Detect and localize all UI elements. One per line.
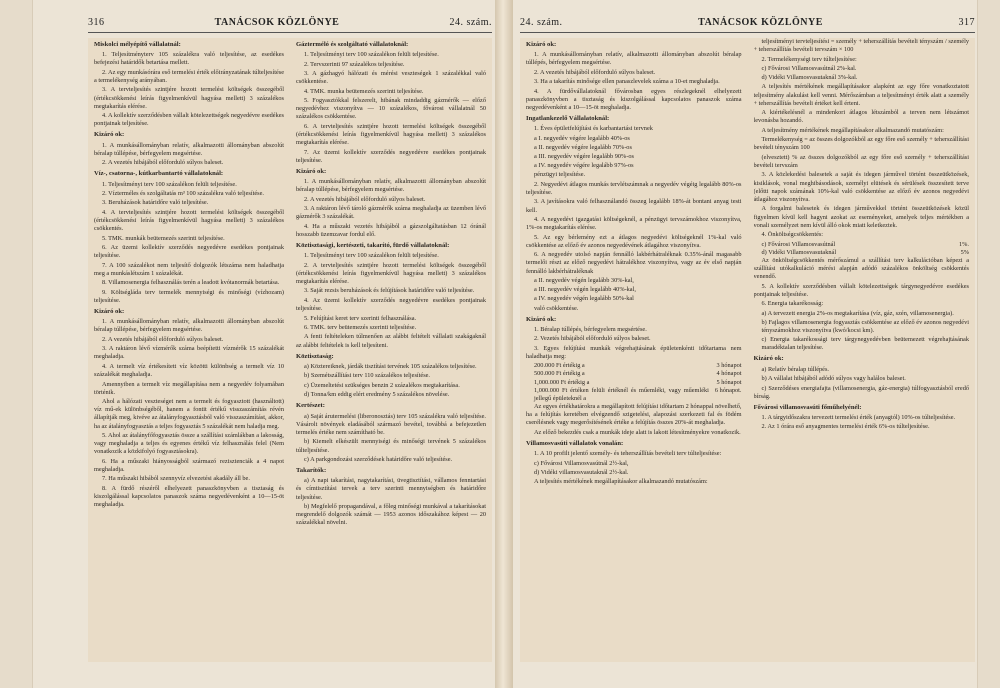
value-row [526,387,742,403]
paragraph: b) A vállalat hibájából adódó súlyos vagy halálos baleset. [761,375,906,383]
paragraph: 3. Egyes felújítási munkák végrehajtásának épületenkénti időtartama nem haladhatja meg: [526,344,742,360]
paragraph: 7. Az üzemi kollektív szerződés negyedévre esedékes pontjainak teljesítése. [296,148,486,164]
paragraph: Az előző bekezdés csak a munkák ideje alatt is lakott létesítményekre vonatkozik. [534,428,741,436]
paragraph: 4. A fürdővállalatoknál fővárosban egyes részlegeknél elhelyezett panaszkönyvben a tisztaság és kiszolgálással kapcsolatos panaszok száma negyedévenként a 10—15-öt meghaladja. [526,87,742,111]
section-heading: Kizáró ok: [753,355,784,363]
paragraph: 4. Az üzemi kollektív szerződés negyedévre esedékes pontjainak teljesítése. [296,296,486,313]
right-header-issue: 24. szám. [520,16,563,28]
list-item: b) Fajlagos villamosenergia fogyasztás csökkentése az előző év azonos negyedévi tényszámokhoz viszonyítva (kwó/kocsi km). [761,318,969,335]
paragraph: 3. A gázhagyó hálózati és mérési veszteségek 1 százalékkal való csökkentése. [296,70,486,86]
paragraph: 7. A 100 százalékot nem teljesítő dolgozók létszáma nem haladhatja meg a munkáslétszám 1 százalékát. [94,261,284,277]
section-heading: Gázterméló és szolgáltató vállalatoknál: [296,41,409,48]
paragraph: 6. Az üzemi kollektív szerződés negyedévre esedékes pontjainak teljesítése. [94,244,284,260]
paragraph: 2. Az egy munkásórára eső termelési érték előirányzatának túlteljesítése a termelékenység arányában. [94,68,284,84]
right-page-number: 317 [958,16,975,28]
paragraph: b) Kiemelt elkészült mennyiségi és minőségi tervének 5 százalékos túlteljesítése. [296,438,486,454]
page-stack-edge-left [0,0,33,688]
paragraph: 3. Ha a takarítás minősége ellen panaszlevelek száma a 10-et meghaladja. [534,78,720,86]
paragraph: 3. A tervteljesítés szintjére hozott termelési költségek összegéből (értékcsökkenési leírás figyelmenkívül hagyása mellett) 3 százalékos megtakarítás elérése. [94,86,284,110]
value-row [754,241,970,249]
paragraph: 5. A kollektív szerződésben vállalt kötelezettségek tárgynegyedévre esedékes pontjainak teljesítése. [753,282,969,298]
list-item: d) Vidéki Villamosvasutaknál 3%-kal. [761,74,858,82]
value-row [526,379,742,387]
list-item: a III. negyedév végére legalább 90%-os [534,153,635,161]
paragraph: 5. Az egy bérlemény ezt a átlagos negyedévi költségeknél 1%-kal való csökkentése az előző év azonos negyedévének átlagához viszonyítva. [526,233,742,249]
page-stack-edge-right [977,0,1000,688]
paragraph: 1. Éves épületfelújítási és karbantartási tervnek [534,125,653,133]
paragraph: pénzügyi teljesítése. [534,171,586,179]
paragraph: 4. A tervteljesítés szintjére hozott termelési költségek összegéből (értékcsökkenési leírás figyelmenkívül hagyása mellett) 3 százalékos csökkentés. [94,208,284,233]
list-item: a I. negyedév végére legalább 40%-os [534,134,630,142]
value-row-label: 1,000.000 Ft értékig a [534,378,590,386]
left-header-title: TANÁCSOK KÖZLÖNYE [214,16,340,28]
paragraph: 1. A munkásállományban relatív, alkalmazotti állományban abszolút béralap túllépése, bérfegyelem megsértése. [296,178,486,194]
paragraph: 2. A tervteljesítés szintjére hozott termelési költségek összegéből (értékcsökkenési leírás figyelmenkívül hagyása mellett) 3 százalékos megtakarítás elérése. [296,261,486,286]
left-header-rule [88,32,492,33]
left-header-issue: 24. szám. [449,16,492,28]
section-heading: Kizáró ok: [526,41,557,48]
section-heading: Köztisztasági, kertészeti, takarító, fürdő vállalatoknál: [296,242,450,250]
paragraph: A fenti feltételeken túlmenően az alábbi feltételt vállalati szakágaknál az alábbi feltételek is kell teljesíteni. [296,333,486,349]
paragraph: b) Szemétszállítási terv 110 százalékos teljesítése. [304,372,431,380]
paragraph: 2. A vezetés hibájából előforduló súlyos baleset. [102,335,224,343]
value-row-value: 5% [960,248,969,256]
paragraph: d) Tonna/km eddig elért eredmény 5 százalékos növelése. [304,391,450,399]
list-item: a IV. negyedév végén legalább 50%-kal [534,295,634,303]
paragraph: 4. A termelt víz értékesített víz közötti különbség a termelt víz 10 százalékát meghaladja. [94,362,284,379]
value-row-label: 1,000.000 Ft értéken felüli értéknél és műemléki, vagy műemléki jellegű épületeknél a [534,386,709,402]
section-heading: Kizáró ok: [94,308,125,316]
value-row-label: 500.000 Ft értékig a [534,370,585,378]
right-header-rule [520,32,975,33]
paragraph: való csökkentése. [534,304,579,312]
paragraph: 7. Ha műszaki hibából szennyvíz elvezetési akadály áll be. [102,475,250,483]
paragraph: b) Megfelelő propagandával, a főleg minőségi munkával a takarításokat megrendelő dolgozók számát — 1953 azonos időszakához képest — 20 százalékkal növelni. [296,503,486,527]
paragraph: c) Szerződéses energiafajta (villamosenergia, gáz-energia) túlfogyasztásból eredő bírság. [753,384,969,400]
section-heading: Villamosvasúti vállalatok vonalán: [526,440,624,448]
left-page [88,38,492,662]
paragraph: 1. Béralap túllépés, bérfegyelem megsértése. [534,325,647,333]
paragraph: 1. Teljesítményi terv 100 százalékon felüli teljesítése. [304,252,439,260]
paragraph: 3. A közlekedési balesetek a saját és idegen járművel történt összeütközések, kisiklások, vonal meghibásodások, személyi elütések és sérülések összesített terve (előtti napok számának 10%-kal való csökkentése az előző év azonos negyedévi átlagához viszonyítva. [753,171,969,203]
paragraph: 1. A munkásállományban relatív, alkalmazotti állományban abszolút béralap túllépése, bérfegyelem megsértése. [94,141,284,157]
paragraph: 4. A negyedévi igazgatási költségeknél, a pénzügyi tervszámokhoz viszonyítva, 1%-os megtakarítás elérése. [526,216,742,232]
paragraph: 1. Teljesítményterv 105 százalékra való teljesítése, az esedékes befejezési határidők betartása mellett. [94,51,284,67]
paragraph: 5. Ahol az átalányfőfogyasztás össze a szállítási számlákban a lakosság, vagy meghaladja a teljes és egyenes értékű víz felhasználás felel (Nem vonatkozik a közkifolyó fogyasztásokra). [94,432,284,456]
list-item: a III. negyedév végén legalább 40%-kal, [534,286,636,294]
value-row-label: c) Fővárosi Villamosvasútnál [761,240,836,248]
paragraph: 5. Fogyasztókkal felszerelt, hibának mindaddig gázmérők — előző negyedévhez viszonyítva — 10 százalékos, fővárosi vállalatnál 50 százalékos csökkentése. [296,97,486,121]
paragraph: A teljesítmény mértékének megállapításakor alkalmazandó mutatószám: [761,126,944,134]
paragraph: 2. Tervszerinti 97 százalékos teljesítése. [304,60,405,68]
paragraph: 1. Teljesítményi terv 100 százalékon felüli teljesítése. [304,51,439,59]
section-heading: Kizáró ok: [296,167,327,175]
paragraph: 6. A negyedév utolsó napján fennálló lakbérhátraléknak 0.35%-ánál magasabb termelői részt az előző negyedévi hátralékhoz viszonyítva, vagy az év első napján fennálló lakbérhátraléknak [526,251,742,275]
section-heading: Fővárosi villamosvasúti főműhelyénél: [753,403,862,411]
paragraph: A forgalmi balesetek és idegen járművekkel történt összeütközések közül figyelmen kívül kell hagyni azokat az eseményeket, amelyek teljes mértékben a vonali személyzet nem kívül álló okok miatt keletkeztek. [753,205,969,229]
paragraph: Az egyes értékhatárokra a megállapított felújítási időtartam 2 hónappal növelhető, ha a felújítás keretében elvégzendő szigetelési, alapozási szerkezeti fal és födém cserélésnek vagy megerősítésének értéke a felújítás összes 20%-át meghaladja. [526,403,742,427]
value-row-value: 4 hónapot [716,370,742,378]
paragraph: 1. A munkásállományban relatív, alkalmazotti állományban abszolút béralap túllépése, bérfegyelem megsértése. [94,318,284,334]
paragraph: 4. TMK. munka beütemezés szerinti teljesítése. [304,87,424,95]
book-gutter [495,0,513,688]
paragraph: c) A parkgondozási szerződések határidőre való teljesítése. [304,455,453,463]
value-row-label: d) Vidéki Villamosvasutaknál [761,248,837,256]
paragraph: 1. A munkásállományban relatív, alkalmazotti állományban abszolút béralap túllépés, bérfegyelem megsértése. [526,51,742,67]
left-running-header [88,15,492,29]
section-heading: Miskolci mélyépítő vállalatnál: [94,41,181,48]
section-heading: Kizáró ok: [94,131,125,139]
paragraph: a) Köztereiknek, járdák tisztítási tervének 105 százalékos teljesítése. [304,362,477,370]
paragraph: teljesítményi tervteljesítési = személy + teherszállítás bevételi tényszám / személy + teherszállítás bevételi tervszám × 100 [753,38,969,54]
list-item: a IV. negyedév végére legalább 97%-os [534,162,634,170]
left-page-column-2 [296,38,486,662]
paragraph: 3. A raktáron lévő tároló gázmérők száma meghaladja az üzemben lévő gázmérők 3 százalékát. [296,205,486,221]
value-row [526,370,742,378]
section-heading: Víz-, csatorna-, kútkarbantartó vállalatoknál: [94,170,224,178]
right-page [520,38,975,662]
list-item: c) Fővárosi Villamosvasútnál 2%-kal. [761,65,857,73]
paragraph: 6. Energia takarékosság: [761,300,824,308]
right-page-column-2 [754,38,970,662]
paragraph: Ahol a hálózati veszteséget nem a termelt és fogyasztott (használtott) víz mű-ek különbségéből, hanem a fontit értékű visszaszámítás révén állapítják meg, kivéve az átalányfogyasztásból való visszaszámítást, akkor, ha az átalányfogyasztás a teljes fogyasztás 5 százalékát nem haladja meg. [94,398,284,430]
paragraph: 4. Önköltségcsökkentés: [761,231,824,239]
section-heading: Ingatlankezelő Vállalatoknál: [526,115,610,123]
paragraph: 5. TMK. munkák beütemezés szerinti teljesítése. [102,234,225,242]
paragraph: 8. A fürdő részéről elhelyezett panaszkönyvben a tisztaság és kiszolgálással kapcsolatos panaszok száma negyedévenként a 10—15-öt meghaladja. [94,484,284,509]
list-item: d) Vidéki villamosvasutaknál 2½-kal. [534,468,629,476]
paragraph: 3. A raktáron lévő vízmérők száma beépítetti vízmérők 15 százalékát meghaladja. [94,345,284,361]
list-item: c) Energia takarékossági terv tárgynegyedévben beütemezett végrehajtásának maradéktalan teljesítése. [761,336,969,352]
paragraph: 2. Negyedévi átlagos munkás tervlétszámnak a negyedév végéig legalább 80%-os teljesítése. [526,180,742,196]
paragraph: 9. Költségláda terv termelék mennyiségi és minőségi (vízhozam) teljesítése. [94,288,284,304]
value-row-label: 200.000 Ft értékig a [534,362,585,370]
paragraph: 2. A vezetés hibájából előforduló súlyos baleset. [102,159,224,167]
paragraph: Termelékenység = az összes dolgozókból az egy főre eső személy + teherszállítási bevételi tényszám 100 [753,136,969,152]
value-row-value: 6 hónapot. [714,386,742,394]
paragraph: (elvesztett) % az összes dolgozókból az egy főre eső személy + teherszállítási bevételi tervszám [753,153,969,169]
paragraph: 2. A vezetés hibájából előforduló súlyos baleset. [534,68,656,76]
right-page-column-1 [526,38,742,662]
section-heading: Kertészet: [296,402,325,410]
value-row-value: 3 hónapot [716,362,742,370]
section-heading: Takarítók: [296,467,327,475]
right-running-header [520,15,975,29]
paragraph: 5. Felújítási keret terv szerinti felhasználása. [304,314,417,322]
value-row-value: 5 hónapot [716,378,742,386]
paragraph: A teljesítés mértékének megállapításakor alapként az egy főre vonatkoztatott teljesítmény alakulást kell venni. Mérőszámban a teljesítményi érték alatt a személy + teherszállítás bevételi értéket kell érteni. [753,83,969,107]
paragraph: 4. A kollektív szerződésben vállalt kötelezettségek negyedévre esedékes pontjainak teljesítése. [94,112,284,128]
paragraph: a) Relatív béralap túllépés. [761,365,829,373]
paragraph: 2. Vezetés hibájából előforduló súlyos baleset. [534,335,651,343]
paragraph: 1. A tárgyidőszakra tervezett termelési érték (anyagtól) 10%-os túlteljesítése. [761,414,956,422]
section-heading: Köztisztaság: [296,352,334,360]
paragraph: c) Üzemeltetési szükséges benzin 2 százalékos megtakarítása. [304,381,460,389]
paragraph: 2. A vezetés hibájából előforduló súlyos baleset. [304,195,426,203]
list-item: c) Fővárosi Villamosvasútnál 2½-kal, [534,459,629,467]
paragraph: 8. Villamosenergia felhasználás terén a leadott kvótanormák betartása. [102,279,280,287]
paragraph: a) A napi takarítási, nagytakarítási, üvegtisztítási, vállamos fenntartási és címtisztítási tervek a terv szerinti mennyiségben és határidőre teljesítése. [296,477,486,501]
value-row [526,362,742,370]
paragraph: A kiértékelésnél a mindenkori átlagos létszámból a terven nem létszámot levonásba hozandó. [753,109,969,125]
paragraph: 6. Ha a műszaki hiányosságból származó rezisztenciák a 4 napot meghaladja. [94,457,284,473]
paragraph: A teljesítés mértékének megállapításakor alkalmazandó mutatószám: [534,477,708,485]
paragraph: 1. Teljesítményi terv 100 százalékon felüli teljesítése. [102,180,237,188]
left-page-column-1 [94,38,284,662]
paragraph: Amennyiben a termelt víz megállapítása nem a negyedév folyamában történik. [94,380,284,396]
left-page-number: 316 [88,16,105,28]
paragraph: 4. Ha a műszaki vezetés hibájából a gázszolgáltatásban 12 óránál hosszabb üzemzavar fordul elő. [296,222,486,238]
paragraph: 3. A javításokra való felhasználandó összeg legalább 18%-át bontani anyag testi kell. [526,198,742,214]
list-item: a II. negyedév végére legalább 70%-os [534,143,632,151]
paragraph: 3. Saját rezsis beruházások és felújítások határidőre való teljesítése. [304,287,475,295]
paragraph: 2. Vízterméles és szolgáltatás m³ 100 százalékra való teljesítése. [102,189,264,197]
paragraph: a) Saját árutermelési (liberonosztás) terv 105 százalékra való teljesítése. Vásárolt növények eladásából származó bevétel, továbbá a befejezetlen termelés értéke nem számítható be. [296,412,486,436]
section-heading: Kizáró ok: [526,315,557,323]
paragraph: Az önköltségcsökkentés mérőszámul a szállítási terv kalkulációban képezi a szállítási utókalkuláció mérési alapján adódó százalékos önköltség csökkentés venendő. [753,256,969,281]
value-row [754,249,970,257]
paragraph: 1. A 10 profilt jelentő személy- és teherszállítás bevételi terv túlteljesítése: [534,450,722,458]
paragraph: 2. Az 1 órára eső anyagmentes termelési érték 6%-os túlteljesítése. [761,423,930,431]
value-row-value: 1%. [959,240,969,248]
paragraph: 6. TMK. terv beütemezés szerinti teljesítése. [304,324,417,331]
right-header-title: TANÁCSOK KÖZLÖNYE [698,16,823,28]
list-item: a) A tervezett energia 2%-os megtakarítása (víz, gáz, szén, villamosenergia). [761,309,954,317]
list-item: a II. negyedév végén legalább 30%-kal, [534,277,634,285]
paragraph: 2. Termelékenységi terv túlteljesítése: [761,55,857,63]
paragraph: 6. A tervteljesítés szintjére hozott termelési költségek összegéből (értékcsökkenési leírás figyelmenkívül hagyása mellett) 3 százalékos megtakarítás elérése. [296,122,486,147]
paragraph: 3. Beruházások határidőre való teljesítése. [102,199,209,207]
